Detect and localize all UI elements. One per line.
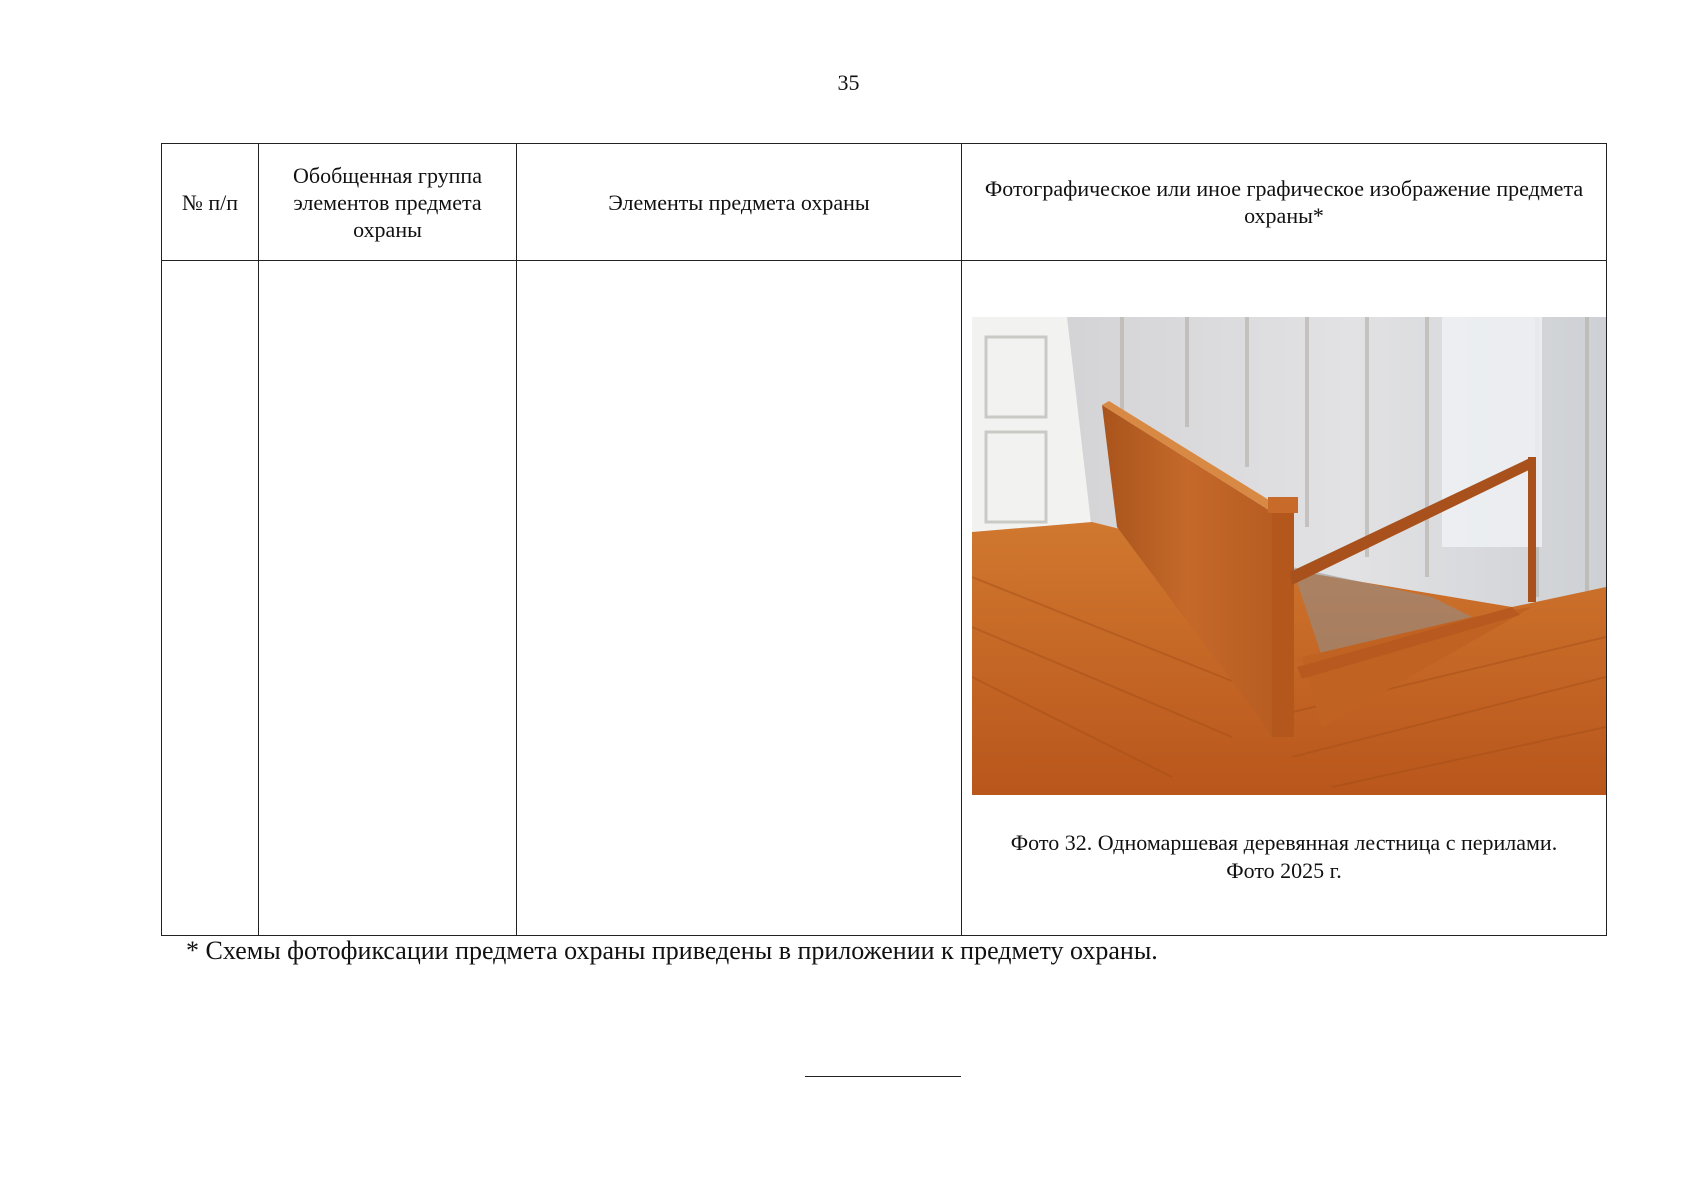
footnote: * Схемы фотофиксации предмета охраны приведены в приложении к предмету охраны. <box>186 936 1158 965</box>
header-image: Фотографическое или иное графическое изображение предмета охраны* <box>962 144 1607 261</box>
header-number: № п/п <box>162 144 259 261</box>
protection-table <box>161 143 1607 936</box>
table-header-row <box>162 144 1607 261</box>
cell-group <box>259 261 517 936</box>
staircase-photo <box>972 317 1606 795</box>
header-group: Обобщенная группа элементов предмета охраны <box>259 144 517 261</box>
end-divider <box>805 1076 961 1077</box>
cell-photo <box>962 261 1607 936</box>
photo-caption <box>962 829 1606 885</box>
photo-caption-line-2: Фото 2025 г. <box>1226 858 1342 883</box>
cell-number <box>162 261 259 936</box>
cell-elements <box>517 261 962 936</box>
page-number: 35 <box>837 70 860 95</box>
photo-caption-line-1: Фото 32. Одномаршевая деревянная лестница с перилами. <box>1010 830 1558 855</box>
table-row <box>162 261 1607 936</box>
header-elements: Элементы предмета охраны <box>517 144 962 261</box>
